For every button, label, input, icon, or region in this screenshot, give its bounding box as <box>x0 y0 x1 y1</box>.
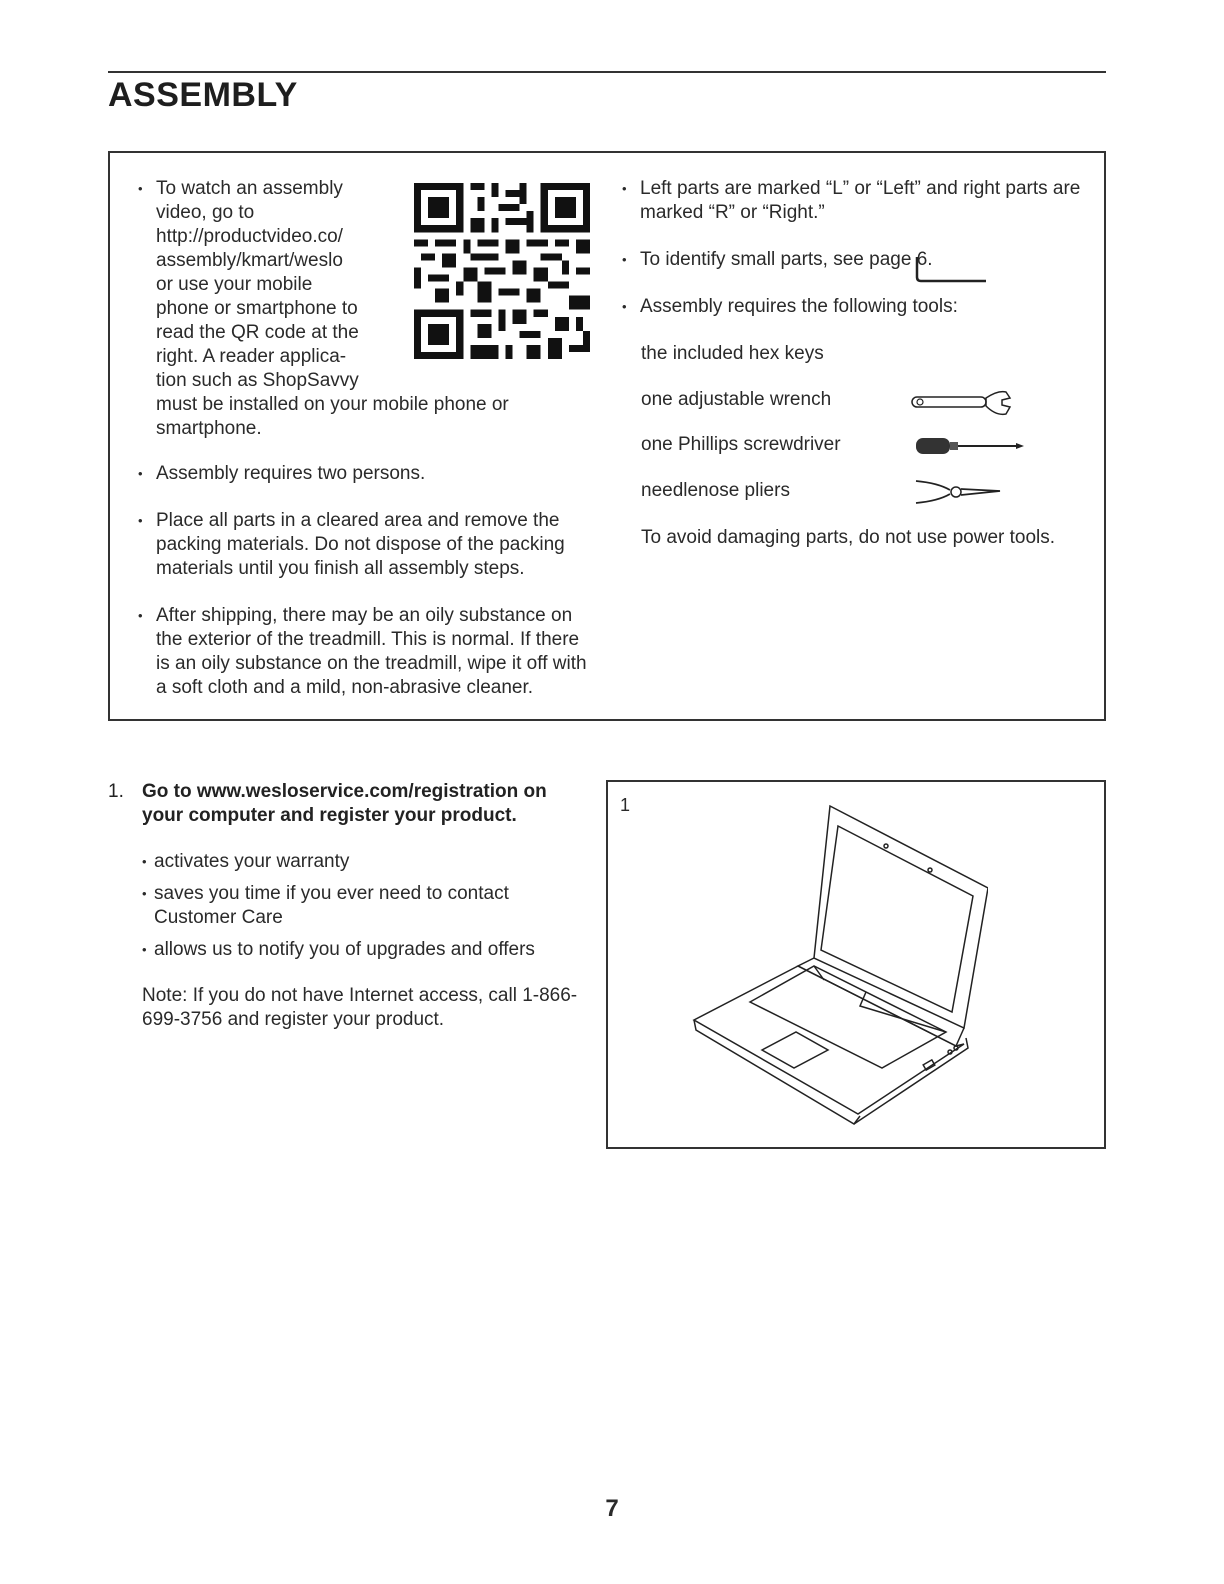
tool-pliers-label: needlenose pliers <box>641 480 790 501</box>
tool-screwdriver-label: one Phillips screwdriver <box>641 434 841 455</box>
video-text-line: tion such as ShopSavvy <box>156 370 359 391</box>
step-1-heading <box>108 780 588 828</box>
tool-hex-keys-label: the included hex keys <box>641 343 824 364</box>
video-text-line: • To watch an assembly <box>156 178 343 199</box>
parts-area-bullet: • Place all parts in a cleared area and remove the packing materials. Do not dispose of the packing materials until you finish all assembly steps. <box>136 509 596 581</box>
video-text-line: must be installed on your mobile phone or <box>156 394 509 415</box>
pliers-icon <box>912 477 1012 507</box>
benefit-warranty: • activates your warranty <box>108 850 588 874</box>
wrench-icon <box>902 386 1022 418</box>
power-tools-warning: To avoid damaging parts, do not use power tools. <box>641 527 1056 548</box>
step-1-heading-text: Go to www.wesloservice.com/registration on your computer and register your product. <box>142 781 547 826</box>
video-url[interactable]: assembly/kmart/weslo <box>156 250 343 271</box>
video-text-line: right. A reader applica- <box>156 346 347 367</box>
left-right-parts-bullet: • Left parts are marked “L” or “Left” and right parts are marked “R” or “Right.” <box>620 177 1090 225</box>
persons-bullet: • Assembly requires two persons. <box>136 462 596 486</box>
laptop-icon <box>688 798 988 1128</box>
qr-code-icon[interactable] <box>410 183 594 359</box>
tool-wrench-label: one adjustable wrench <box>641 389 832 410</box>
video-text-line: video, go to <box>156 202 255 223</box>
page-title: ASSEMBLY <box>108 76 298 114</box>
screwdriver-icon <box>912 432 1032 460</box>
video-text-line: phone or smartphone to <box>156 298 358 319</box>
benefit-time: • saves you time if you ever need to contact Customer Care <box>108 882 588 930</box>
video-text-line: smartphone. <box>156 418 262 439</box>
video-text-line: read the QR code at the <box>156 322 359 343</box>
benefit-upgrades: • allows us to notify you of upgrades and offers <box>108 938 588 962</box>
figure-number: 1 <box>620 795 631 815</box>
step-number: 1. <box>108 781 124 802</box>
hex-key-icon <box>912 255 992 285</box>
page-number: 7 <box>605 1495 619 1522</box>
internet-note: Note: If you do not have Internet access, call 1-866-699-3756 and register your product. <box>142 985 578 1030</box>
intro-right-column <box>620 177 1090 342</box>
oily-substance-bullet: • After shipping, there may be an oily substance on the exterior of the treadmill. This is normal. If there is an oily substance on the treadmill, wipe it off with a soft cloth and a mild, non-abrasive cleaner. <box>136 604 596 700</box>
step-1 <box>108 780 588 1032</box>
tools-required-bullet: • Assembly requires the following tools: <box>620 295 1090 319</box>
small-parts-bullet: • To identify small parts, see page 6. <box>620 248 1090 272</box>
video-text-line: or use your mobile <box>156 274 313 295</box>
header-rule <box>108 71 1106 73</box>
video-url[interactable]: http://productvideo.co/ <box>156 226 343 247</box>
